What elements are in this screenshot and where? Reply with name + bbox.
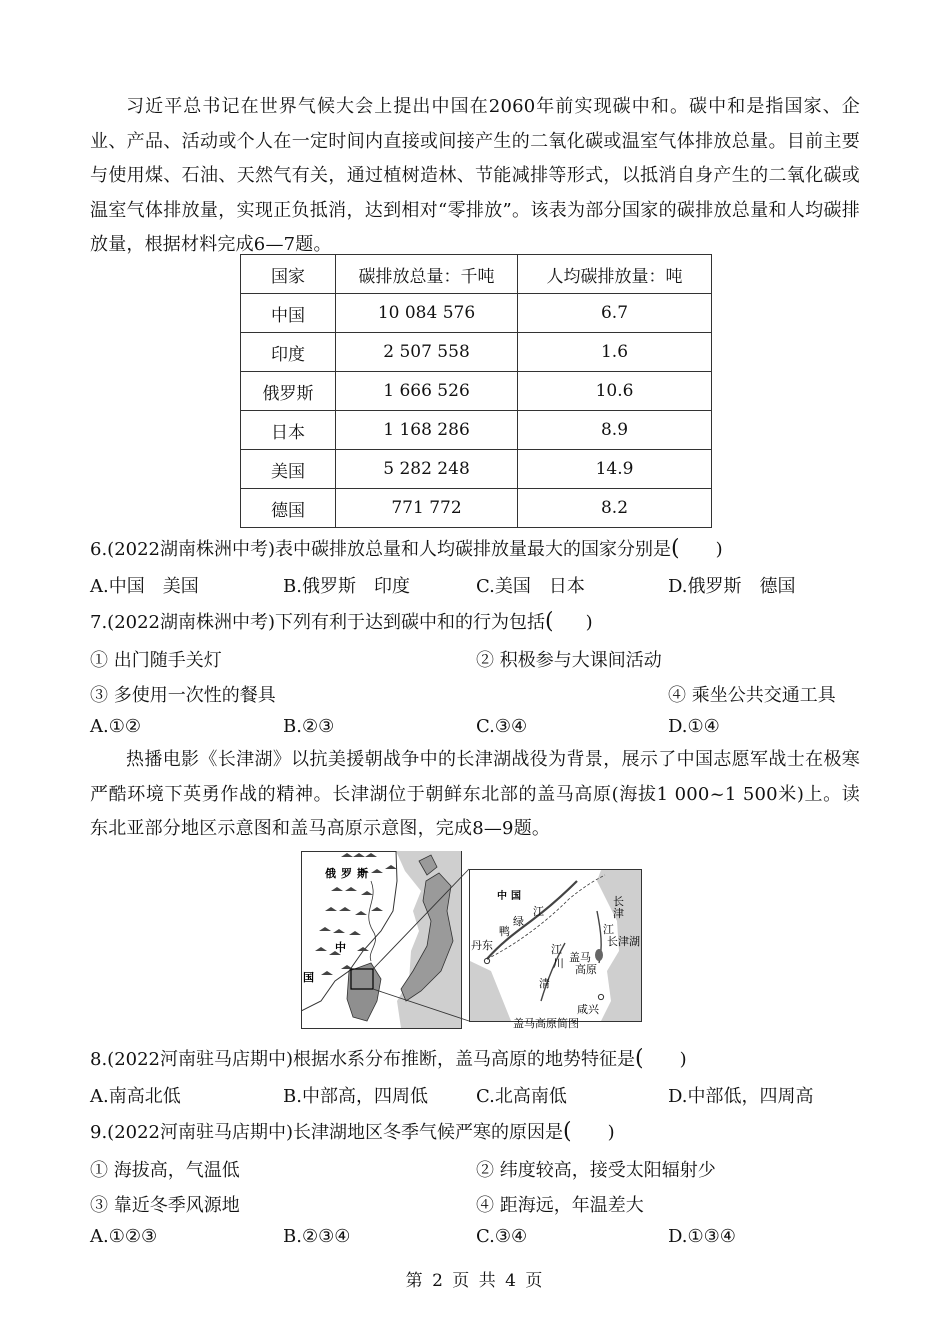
- table-cell: 印度: [241, 333, 336, 372]
- inset-label-gaima: 盖马: [569, 951, 591, 964]
- table-header-cell: 碳排放总量：千吨: [336, 255, 518, 294]
- statement-1: ① 出门随手关灯: [90, 650, 222, 671]
- changjin-lake-mark: [595, 949, 603, 961]
- table-cell: 中国: [241, 294, 336, 333]
- option-d: D.中部低，四周高: [668, 1086, 814, 1107]
- statement-4: ④ 距海远，年温差大: [476, 1195, 644, 1216]
- map-label-guo: 国: [303, 971, 314, 984]
- option-d: D.①③④: [668, 1226, 736, 1247]
- question-9-stem: [90, 1118, 615, 1144]
- passage-carbon-neutral: 习近平总书记在世界气候大会上提出中国在2060年前实现碳中和。碳中和是指国家、企业、产品、活动或个人在一定时间内直接或间接产生的二氧化碳或温室气体排放总量。目前主要与使用煤、石油、天然气有关，通过植树造林、节能减排等形式，以抵消自身产生的二氧化碳或温室气体排放量，实现正负抵消，达到相对“零排放”。该表为部分国家的碳排放总量和人均碳排放量，根据材料完成6—7题。: [90, 96, 860, 255]
- answer-paren-open: (: [671, 536, 680, 561]
- inset-label-chuan: 川: [553, 957, 564, 970]
- option-a: A.①②: [90, 716, 141, 737]
- question-stem-text: 9.(2022河南驻马店期中)长津湖地区冬季气候严寒的原因是: [90, 1122, 564, 1143]
- table-cell: 日本: [241, 411, 336, 450]
- table-cell: 8.9: [518, 411, 712, 450]
- table-cell: 10.6: [518, 372, 712, 411]
- answer-paren-close: ): [585, 612, 593, 633]
- option-c: C.③④: [476, 716, 528, 737]
- table-cell: 美国: [241, 450, 336, 489]
- table-cell: 2 507 558: [336, 333, 518, 372]
- inset-label-gaoyuan: 高原: [575, 963, 597, 976]
- inset-label-jiang-3: 江: [551, 943, 562, 956]
- table-cell: 1 666 526: [336, 372, 518, 411]
- inset-label-zhong: 中: [497, 891, 507, 902]
- option-a: A.南高北低: [90, 1086, 181, 1107]
- inset-label-jiang-2: 江: [603, 923, 614, 936]
- option-a: A.①②③: [90, 1226, 158, 1247]
- option-c: C.③④: [476, 1226, 528, 1247]
- map-caption: 盖马高原简图: [513, 1017, 579, 1029]
- inset-label-lv: 绿: [513, 915, 524, 928]
- question-stem-text: 7.(2022湖南株洲中考)下列有利于达到碳中和的行为包括: [90, 612, 546, 633]
- table-row: [241, 294, 712, 333]
- option-a: A.中国 美国: [90, 576, 199, 597]
- answer-paren-open: (: [635, 1046, 644, 1071]
- question-8-stem: [90, 1045, 687, 1071]
- answer-paren-close: ): [679, 1049, 687, 1070]
- statement-3: ③ 多使用一次性的餐具: [90, 685, 276, 706]
- table-cell: 8.2: [518, 489, 712, 528]
- option-b: B.②③④: [283, 1226, 351, 1247]
- answer-paren-open: (: [563, 1119, 572, 1144]
- statement-2: ② 积极参与大课间活动: [476, 650, 662, 671]
- option-b: B.俄罗斯 印度: [283, 576, 410, 597]
- inset-label-hamhung: 咸兴: [577, 1003, 599, 1016]
- table-cell: 德国: [241, 489, 336, 528]
- statement-2: ② 纬度较高，接受太阳辐射少: [476, 1160, 716, 1181]
- question-6-stem: [90, 535, 723, 561]
- option-b: B.②③: [283, 716, 335, 737]
- question-stem-text: 6.(2022湖南株洲中考)表中碳排放总量和人均碳排放量最大的国家分别是: [90, 539, 672, 560]
- inset-label-changjin-lake: 长津湖: [607, 935, 640, 948]
- table-cell: 6.7: [518, 294, 712, 333]
- statement-3: ③ 靠近冬季风源地: [90, 1195, 240, 1216]
- passage-changjin-lake: 热播电影《长津湖》以抗美援朝战争中的长津湖战役为背景，展示了中国志愿军战士在极寒严酷环境下英勇作战的精神。长津湖位于朝鲜东北部的盖马高原(海拔1 000~1 500米)上。读东北亚部分地区示意图和盖马高原示意图，完成8—9题。: [90, 749, 860, 839]
- table-row: [241, 489, 712, 528]
- answer-paren-close: ): [715, 539, 723, 560]
- table-cell: 771 772: [336, 489, 518, 528]
- statement-1: ① 海拔高，气温低: [90, 1160, 240, 1181]
- option-c: C.北高南低: [476, 1086, 567, 1107]
- answer-paren-open: (: [545, 609, 554, 634]
- inset-label-qing: 清: [539, 977, 550, 990]
- table-header-cell: 国家: [241, 255, 336, 294]
- table-row: [241, 333, 712, 372]
- inset-label-guo: 国: [511, 891, 521, 902]
- option-c: C.美国 日本: [476, 576, 585, 597]
- table-cell: 5 282 248: [336, 450, 518, 489]
- carbon-emission-table: [240, 254, 712, 528]
- map-label-si: 斯: [357, 867, 368, 880]
- table-row: [241, 450, 712, 489]
- table-cell: 14.9: [518, 450, 712, 489]
- table-cell: 1 168 286: [336, 411, 518, 450]
- option-d: D.俄罗斯 德国: [668, 576, 796, 597]
- page-number-footer: 第 2 页 共 4 页: [405, 1271, 545, 1291]
- statement-4: ④ 乘坐公共交通工具: [668, 685, 836, 706]
- question-7-stem: [90, 608, 593, 634]
- table-row: [241, 411, 712, 450]
- map-label-zhong: 中: [335, 941, 346, 954]
- map-svg: [301, 851, 646, 1029]
- table-header-row: [241, 255, 712, 294]
- table-cell: 俄罗斯: [241, 372, 336, 411]
- inset-label-jiang: 江: [533, 905, 544, 918]
- option-b: B.中部高，四周低: [283, 1086, 428, 1107]
- map-label-luo: 罗: [341, 867, 352, 880]
- inset-label-dandong: 丹东: [471, 939, 493, 952]
- question-stem-text: 8.(2022河南驻马店期中)根据水系分布推断，盖马高原的地势特征是: [90, 1049, 636, 1070]
- table-row: [241, 372, 712, 411]
- table-header-cell: 人均碳排放量：吨: [518, 255, 712, 294]
- inset-label-ya: 鸭: [499, 925, 510, 938]
- table-cell: 10 084 576: [336, 294, 518, 333]
- northeast-asia-map-figure: [301, 851, 646, 1029]
- table-cell: 1.6: [518, 333, 712, 372]
- option-d: D.①④: [668, 716, 720, 737]
- map-label-e: 俄: [325, 867, 336, 880]
- answer-paren-close: ): [607, 1122, 615, 1143]
- inset-label-jin: 津: [613, 907, 624, 920]
- inset-label-chang: 长: [613, 895, 624, 908]
